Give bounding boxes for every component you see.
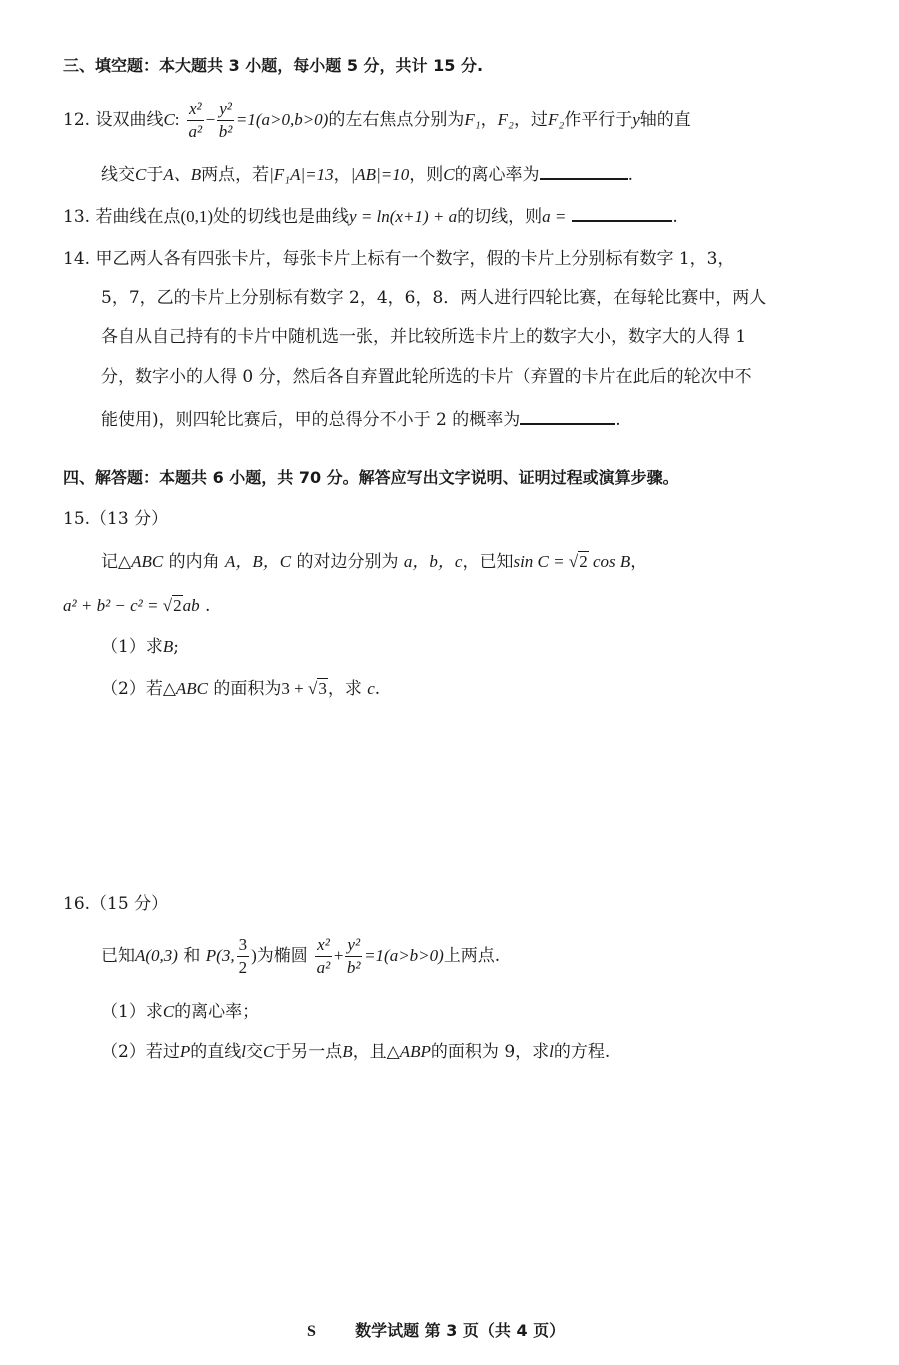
question-text: 于 xyxy=(146,165,164,185)
question-text: 轴的直 xyxy=(639,110,691,131)
question-text: 的离心率为 xyxy=(454,165,540,185)
math-expr: |AB|=10 xyxy=(350,165,410,184)
math-var: ABC xyxy=(131,552,164,571)
question-text: 作平行于 xyxy=(564,110,633,131)
question-14-line-2: 5，7，乙的卡片上分别标有数字 2，4，6，8．两人进行四轮比赛，在每轮比赛中，两人 xyxy=(101,288,767,308)
math-expr: (0,1) xyxy=(180,207,214,226)
math-var: a，b，c xyxy=(403,552,463,571)
sqrt-sign: √ xyxy=(568,552,579,571)
math-var: y xyxy=(632,110,640,130)
question-text: 的切线，则 xyxy=(457,207,543,227)
question-text: 的左右焦点分别为 xyxy=(328,110,465,131)
math-expr: 3 + xyxy=(281,679,308,698)
question-text: 的直线 xyxy=(190,1042,242,1062)
math-var: C xyxy=(163,110,175,130)
question-text: 的方程. xyxy=(553,1042,611,1062)
math-var: F₂ xyxy=(547,110,565,130)
page-number-label: 数学试题 第 3 页（共 4 页） xyxy=(355,1321,566,1340)
math-var: l xyxy=(241,1042,246,1061)
question-text: ，求 xyxy=(327,679,368,699)
fraction-x2-a2 xyxy=(187,100,204,141)
math-var: C xyxy=(162,1002,175,1021)
math-var: l xyxy=(549,1042,554,1061)
question-text: ，则 xyxy=(409,165,444,185)
math-var: a = xyxy=(542,207,567,226)
math-var: B xyxy=(162,637,174,656)
question-text: 处的切线也是曲线 xyxy=(213,207,350,227)
question-text: 上两点. xyxy=(443,946,501,967)
punctuation: . xyxy=(199,596,211,616)
punctuation: . xyxy=(615,410,621,430)
question-text: （2）若△ xyxy=(101,679,176,699)
section-3-heading: 三、填空题：本大题共 3 小题，每小题 5 分，共计 15 分. xyxy=(63,56,484,75)
math-expr: P(3, xyxy=(205,946,235,966)
math-var: ABP xyxy=(399,1042,431,1061)
math-expr: A(0,3) xyxy=(135,946,178,966)
answer-blank[interactable] xyxy=(572,206,672,222)
denominator: 2 xyxy=(238,957,248,977)
question-16-part-2 xyxy=(101,1043,610,1061)
fraction-y2-b2 xyxy=(345,936,362,977)
question-number: 14. xyxy=(63,249,91,269)
fraction-y2-b2 xyxy=(217,100,234,141)
sqrt-sign: √ xyxy=(308,679,318,698)
question-text: （1）求 xyxy=(101,1002,163,1022)
math-var: B xyxy=(342,1042,353,1061)
question-text: 若曲线在点 xyxy=(95,207,181,227)
sqrt-radicand: 2 xyxy=(173,596,182,615)
question-15-line-2 xyxy=(63,597,210,615)
math-symbol: + xyxy=(333,946,344,966)
question-text: （1）求 xyxy=(101,637,163,657)
sqrt-sign: √ xyxy=(162,596,173,615)
math-expr: cos B xyxy=(588,552,631,571)
question-15-line-1 xyxy=(101,553,647,571)
sqrt-radicand: 2 xyxy=(579,552,588,571)
punctuation: ， xyxy=(630,552,648,572)
question-15-header: 15.（13 分） xyxy=(63,509,169,529)
question-text: ， xyxy=(480,110,498,131)
punctuation: . xyxy=(627,165,633,185)
math-var: C xyxy=(135,165,147,184)
question-text: 甲乙两人各有四张卡片，每张卡片上标有一个数字，假的卡片上分别标有数字 1，3， xyxy=(95,249,735,269)
question-14-line-5 xyxy=(101,409,621,429)
math-symbol: − xyxy=(205,110,216,130)
math-expr: a² + b² − c² = xyxy=(63,596,163,615)
question-number: 12. xyxy=(63,110,91,131)
fraction-3-2 xyxy=(237,936,250,977)
question-16-header: 16.（15 分） xyxy=(63,894,169,914)
math-expr: =1(a>0,b>0) xyxy=(235,110,329,130)
question-text: 于另一点 xyxy=(274,1042,343,1062)
question-text: ，已知 xyxy=(462,552,514,572)
math-var: ABC xyxy=(175,679,208,698)
question-text: 交 xyxy=(245,1042,263,1062)
question-text: 线交 xyxy=(101,165,135,185)
question-text: 两点，若 xyxy=(201,165,270,185)
math-expr: =1(a>b>0) xyxy=(364,946,444,966)
numerator: 3 xyxy=(237,936,250,957)
question-text: ， xyxy=(333,165,351,185)
question-text: 的面积为 9，求 xyxy=(430,1042,550,1062)
question-14-line-4: 分，数字小的人得 0 分，然后各自弃置此轮所选的卡片（弃置的卡片在此后的轮次中不 xyxy=(101,367,752,387)
question-15-part-1 xyxy=(101,638,179,656)
math-var: F₂ xyxy=(497,110,514,130)
math-var: C xyxy=(262,1042,275,1061)
question-text: 的内角 xyxy=(163,552,225,572)
punctuation: . xyxy=(374,679,381,699)
answer-blank[interactable] xyxy=(520,409,615,425)
math-var: F₁ xyxy=(464,110,481,130)
question-text: （2）若过 xyxy=(101,1042,180,1062)
math-expr: y = ln(x+1) + a xyxy=(349,207,458,226)
math-symbol: ) xyxy=(251,946,257,966)
numerator: y² xyxy=(217,100,234,121)
question-text: 记△ xyxy=(101,552,132,572)
math-var: A，B，C xyxy=(225,552,292,571)
punctuation: ; xyxy=(173,637,179,657)
math-var: ab xyxy=(182,596,200,615)
question-12 xyxy=(63,100,691,141)
numerator: x² xyxy=(187,100,204,121)
fraction-x2-a2 xyxy=(315,936,332,977)
math-expr: sin C = xyxy=(513,552,569,571)
numerator: y² xyxy=(345,936,362,957)
question-16-part-1 xyxy=(101,1003,259,1021)
question-text: 的面积为 xyxy=(208,679,282,699)
question-15-part-2 xyxy=(101,680,380,698)
page-footer xyxy=(307,1323,565,1340)
math-var: P xyxy=(179,1042,191,1061)
denominator: b² xyxy=(218,121,233,141)
sqrt-radicand: 3 xyxy=(318,679,327,698)
question-16-line-1 xyxy=(101,936,500,977)
question-text: ，过 xyxy=(513,110,548,131)
question-text: 的对边分别为 xyxy=(291,552,404,572)
punctuation: . xyxy=(672,207,678,227)
question-13 xyxy=(63,206,678,226)
denominator: b² xyxy=(346,957,361,977)
math-expr: |F₁A|=13 xyxy=(269,165,334,184)
answer-blank[interactable] xyxy=(540,164,628,180)
numerator: x² xyxy=(315,936,332,957)
math-var: A、B xyxy=(163,165,202,184)
section-4-heading: 四、解答题：本题共 6 小题，共 70 分。解答应写出文字说明、证明过程或演算步骤。 xyxy=(63,468,679,487)
math-var: c xyxy=(367,679,375,698)
question-text: 能使用)，则四轮比赛后，甲的总得分不小于 2 的概率为 xyxy=(101,410,521,430)
question-14-line-3: 各自从自己持有的卡片中随机选一张，并比较所选卡片上的数字大小，数字大的人得 1 xyxy=(101,327,747,347)
math-symbol: : xyxy=(174,110,180,130)
question-text: 的离心率； xyxy=(174,1002,260,1022)
math-var: C xyxy=(443,165,455,184)
question-text: 设双曲线 xyxy=(95,110,164,131)
question-text: ，且△ xyxy=(352,1042,400,1062)
denominator: a² xyxy=(316,957,331,977)
question-14 xyxy=(63,251,735,268)
exam-code: S xyxy=(307,1323,316,1340)
denominator: a² xyxy=(188,121,203,141)
question-text: 为椭圆 xyxy=(256,946,308,967)
question-text: 已知 xyxy=(101,946,135,967)
question-number: 13. xyxy=(63,207,91,227)
question-text: 和 xyxy=(177,946,206,967)
question-12-line-2 xyxy=(101,164,633,184)
